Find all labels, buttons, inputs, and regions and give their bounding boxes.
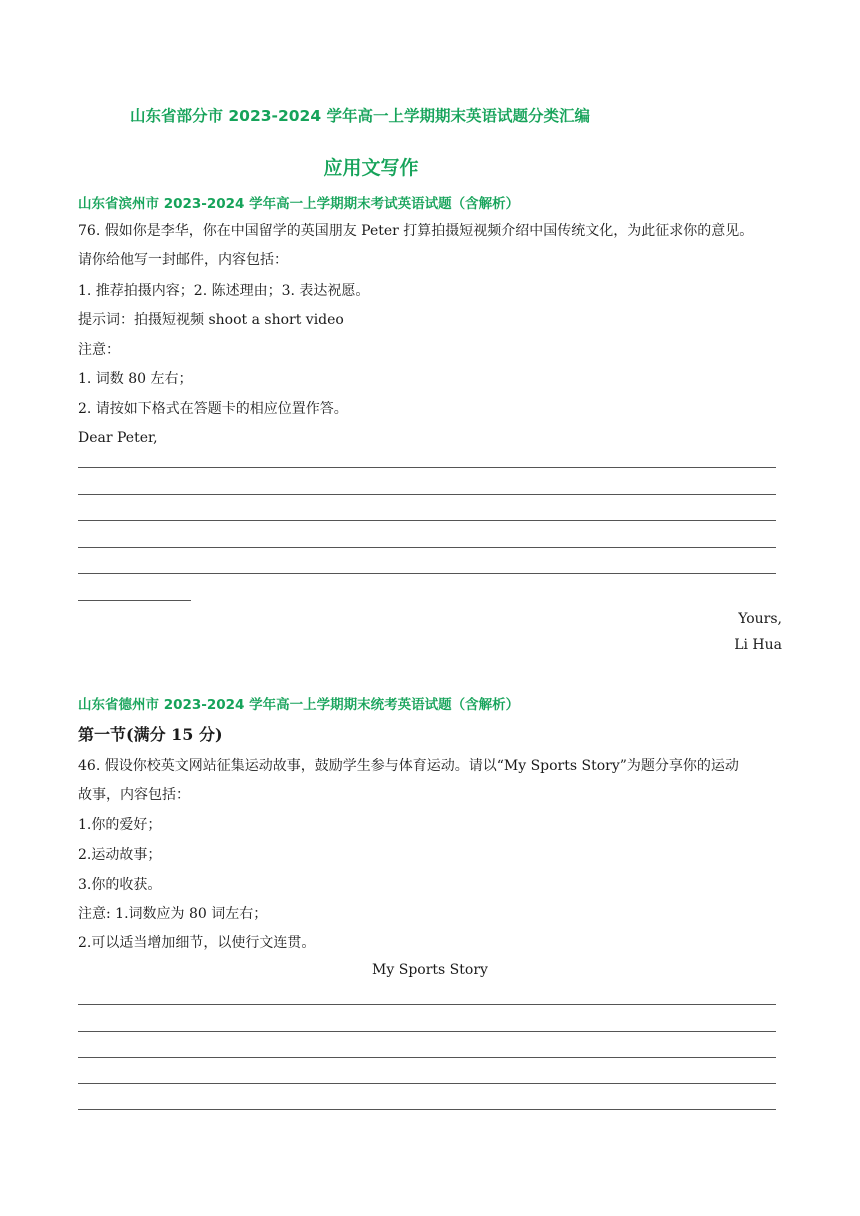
answer-line (78, 494, 776, 495)
answer-line-short (78, 600, 191, 601)
question-76-line2: 请你给他写一封邮件，内容包括： (78, 252, 288, 268)
letter-greeting: Dear Peter, (78, 430, 158, 446)
answer-line (78, 1031, 776, 1032)
note-item-1: 注意: 1.词数应为 80 词左右； (78, 906, 268, 922)
question-76-line1: 76. 假如你是李华，你在中国留学的英国朋友 Peter 打算拍摄短视频介绍中国传统文化，为此征求你的意见。 (78, 223, 754, 239)
section-subheading: 第一节(满分 15 分) (78, 725, 223, 744)
note-item-1: 1. 词数 80 左右； (78, 371, 193, 387)
hint-words: 提示词：拍摄短视频 shoot a short video (78, 312, 344, 328)
document-title: 山东省部分市 2023-2024 学年高一上学期期末英语试题分类汇编 (130, 107, 591, 125)
answer-line (78, 1109, 776, 1110)
content-item-1: 1.你的爱好； (78, 817, 162, 833)
question-46-line2: 故事，内容包括： (78, 787, 190, 803)
source-heading-dezhou: 山东省德州市 2023-2024 学年高一上学期期末统考英语试题（含解析） (78, 697, 520, 713)
question-46-line1: 46. 假设你校英文网站征集运动故事，鼓励学生参与体育运动。请以“My Sports Story”为题分享你的运动 (78, 758, 739, 774)
essay-title: My Sports Story (372, 962, 488, 978)
note-item-2: 2. 请按如下格式在答题卡的相应位置作答。 (78, 401, 348, 417)
letter-signature: Li Hua (734, 637, 782, 653)
content-points: 1. 推荐拍摄内容；2. 陈述理由；3. 表达祝愿。 (78, 283, 370, 299)
letter-closing: Yours, (738, 611, 782, 627)
note-item-2: 2.可以适当增加细节，以使行文连贯。 (78, 935, 316, 951)
answer-line (78, 547, 776, 548)
answer-line (78, 520, 776, 521)
answer-line (78, 1004, 776, 1005)
note-label: 注意： (78, 342, 120, 358)
answer-line (78, 573, 776, 574)
content-item-3: 3.你的收获。 (78, 877, 162, 893)
content-item-2: 2.运动故事； (78, 847, 162, 863)
answer-line (78, 1057, 776, 1058)
answer-line (78, 1083, 776, 1084)
source-heading-binzhou: 山东省滨州市 2023-2024 学年高一上学期期末考试英语试题（含解析） (78, 196, 520, 212)
answer-line (78, 467, 776, 468)
section-title-text: 应用文写作 (323, 157, 419, 179)
section-title (0, 153, 860, 180)
